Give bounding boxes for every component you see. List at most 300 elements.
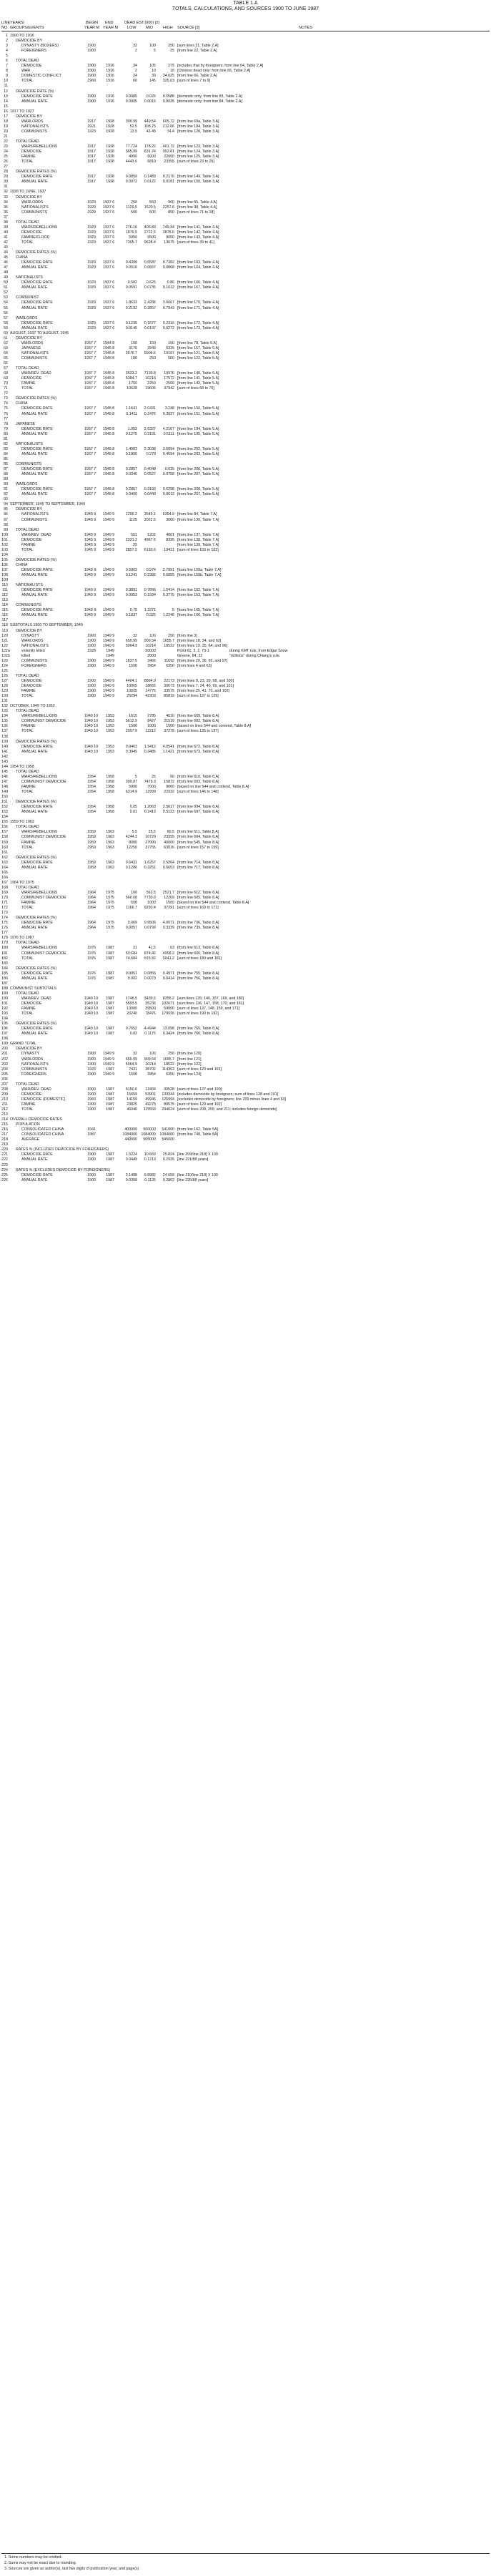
high-value: 102671: [162, 1001, 174, 1006]
mid-value: 0.3251: [144, 865, 156, 870]
table-row: [0, 851, 491, 856]
end-year: 1949 9: [103, 658, 115, 663]
high-value: 10976: [164, 371, 174, 376]
line-number: 50: [4, 280, 8, 285]
line-number: 191: [1, 1001, 8, 1006]
table-row: [0, 835, 491, 840]
end-year: 1953: [106, 744, 114, 749]
begin-year: 1929: [87, 320, 96, 325]
begin-year: 1937 7: [84, 371, 96, 376]
high-value: 952.81: [162, 150, 174, 155]
end-year: 1949 9: [103, 679, 115, 683]
line-number: 154: [1, 815, 8, 820]
line-number: 184: [1, 966, 8, 971]
row-label: TOTAL: [21, 790, 34, 795]
line-number: 114: [1, 603, 8, 608]
low-value: 0.502: [127, 280, 137, 285]
line-number: 81: [4, 436, 8, 441]
source: [from line 121, Table 5.A]: [177, 351, 219, 356]
table-row: [0, 69, 491, 74]
low-value: 0.05: [129, 805, 137, 810]
table-row: [0, 195, 491, 200]
end-year: 1949 9: [103, 638, 115, 643]
end-year: 1937 6: [103, 325, 115, 330]
low-value: 449000: [124, 1137, 137, 1142]
source: [sum of lines 39 to 41]: [177, 240, 214, 245]
table-row: [0, 800, 491, 805]
line-number: 131: [1, 699, 8, 704]
high-value: 850: [168, 210, 174, 215]
source: Point 62, 3, 2, 79-1: [177, 648, 209, 653]
line-number: 101: [1, 537, 8, 542]
source: [sum of lines 71 to 18]: [177, 210, 214, 215]
begin-year: 1900: [87, 694, 96, 699]
high-value: 16: [170, 69, 174, 74]
table-row: [0, 664, 491, 669]
header-begin-year: YEAR M: [84, 26, 100, 30]
line-number: 146: [1, 774, 8, 779]
row-label: DEMOCIDE RATE: [21, 446, 53, 451]
source: [from line 766, Table 8.A]: [177, 1032, 219, 1037]
begin-year: 1949 10: [84, 724, 99, 729]
line-number: 219: [1, 1142, 8, 1147]
notes: "millions" during Chiang's rule.: [229, 653, 281, 658]
low-value: 34: [133, 64, 137, 69]
line-number: 105: [1, 557, 8, 562]
header-end: END: [105, 21, 114, 25]
low-value: 0.0072: [125, 180, 137, 185]
high-value: 5041.2: [162, 956, 174, 961]
end-year: 1953: [106, 749, 114, 754]
high-value: 24.659: [162, 1172, 174, 1177]
source: [includes that by foreigners; from line 64, Table 2.A]: [177, 64, 264, 69]
row-label: JAPANESE: [16, 421, 36, 426]
table-row: [0, 986, 491, 991]
low-value: 1750: [129, 381, 137, 386]
line-number: 138: [1, 734, 8, 739]
begin-year: 1937 7: [84, 426, 96, 431]
high-value: 0.4694: [162, 451, 174, 456]
table-row: [0, 205, 491, 210]
line-number: 181: [1, 951, 8, 956]
line-number: 142: [1, 754, 8, 759]
source: [from line 141, Table 4.A]: [177, 225, 219, 230]
begin-year: 1900: [87, 633, 96, 638]
source: [from line 84, Table 7.A]: [177, 512, 217, 517]
table-row: [0, 750, 491, 755]
high-value: 18522: [164, 1062, 174, 1067]
line-number: 26: [4, 160, 8, 165]
row-label: OVERALL DEMOCIDE RATES: [10, 1117, 62, 1122]
line-number: 98: [4, 522, 8, 527]
line-number: 29: [4, 175, 8, 180]
begin-year: 1949 10: [84, 1007, 99, 1012]
line-number: 58: [4, 320, 8, 325]
table-row: [0, 760, 491, 765]
line-number: 55: [4, 305, 8, 310]
begin-year: 1917: [87, 175, 96, 180]
row-label: DYNASTY: [21, 1052, 40, 1057]
table-row: [0, 94, 491, 99]
table-row: [0, 492, 491, 497]
source: [from line 141, Table 5.A]: [177, 376, 219, 381]
high-value: 0.0414: [162, 976, 174, 981]
begin-year: 1900: [87, 1092, 96, 1097]
end-year: 1958: [106, 805, 114, 810]
line-number: 21: [4, 134, 8, 139]
end-year: 1949 9: [103, 588, 115, 593]
source: [sum of lines 68 to 70]: [177, 386, 214, 391]
begin-year: 1959: [87, 830, 96, 835]
line-number: 223: [1, 1162, 8, 1167]
high-value: 0.3775: [162, 593, 174, 598]
source: [from line 673, Table 8.A]: [177, 749, 219, 754]
source: [from line 755, Table 8.A]: [177, 971, 219, 976]
table-row: [0, 1168, 491, 1173]
end-year: 1945 8: [103, 346, 115, 351]
row-label: ANNUAL RATE: [21, 573, 48, 578]
end-year: 1916: [106, 94, 114, 99]
end-year: 1963: [106, 845, 114, 850]
end-year: 1945 8: [103, 411, 115, 416]
source: [from line 545, Table 8.A]: [177, 840, 219, 845]
mid-value: 1000: [147, 901, 156, 906]
begin-year: 1917: [87, 145, 96, 150]
end-year: 1937 6: [103, 260, 115, 265]
mid-value: 0.0449: [144, 492, 156, 497]
mid-value: 8864.9: [144, 679, 156, 683]
table-row: [0, 1152, 491, 1157]
begin-year: 1945 9: [84, 567, 96, 572]
mid-value: 10: [152, 69, 156, 74]
row-label: ANNUAL RATE: [21, 265, 48, 270]
source: [from line 142, Table 4.A]: [177, 230, 219, 235]
end-year: 1945 8: [103, 426, 115, 431]
table-row: [0, 200, 491, 205]
high-value: 212.66: [162, 124, 174, 129]
line-number: 143: [1, 759, 8, 764]
table-row: [0, 376, 491, 381]
mid-value: 0.974: [146, 567, 156, 572]
begin-year: 1945 9: [84, 537, 96, 542]
table-row: [0, 1087, 491, 1092]
table-row: [0, 563, 491, 568]
source: [based on line 544 and contend, Table 8.A]: [177, 901, 249, 906]
table-row: [0, 674, 491, 679]
high-value: 17572: [164, 376, 174, 381]
high-value: 30673: [164, 684, 174, 689]
line-number: 52: [4, 290, 8, 295]
high-value: 4958.2: [162, 951, 174, 956]
low-value: 0.069: [127, 921, 137, 926]
high-value: 4.0071: [162, 921, 174, 926]
line-number: 71: [4, 386, 8, 391]
low-value: 74.684: [125, 956, 137, 961]
high-value: 0.2315: [162, 320, 174, 325]
table-row: [0, 442, 491, 447]
mid-value: 53901: [145, 1092, 156, 1097]
low-value: 14159: [127, 1097, 137, 1102]
begin-year: 1900: [87, 1097, 96, 1102]
header-source: SOURCE [3]: [177, 26, 200, 30]
table-row: [0, 538, 491, 543]
line-number: 167: [1, 880, 8, 885]
row-label: SUBTOTALS 1900 TO SEPTEMBER, 1949: [10, 623, 83, 628]
mid-value: 250: [149, 356, 156, 361]
begin-year: 1964: [87, 890, 96, 895]
table-row: [0, 805, 491, 810]
low-value: 300.99: [125, 119, 137, 124]
end-year: 1928: [106, 150, 114, 155]
table-row: [0, 452, 491, 457]
row-label: TOTAL: [21, 694, 34, 699]
line-number: 132: [1, 704, 8, 709]
source: [from lines 18, 34, and 62]: [177, 638, 222, 643]
footnote-2: 2. Sums may not be exact due to rounding.: [4, 2561, 76, 2565]
table-row: [0, 170, 491, 175]
source: [from line 123, Table 3.A]: [177, 145, 219, 150]
end-year: 1949 9: [103, 608, 115, 613]
source: [from line 128, Table 3.A]: [177, 129, 219, 134]
table-row: [0, 1047, 491, 1052]
high-value: 541000: [162, 1127, 174, 1132]
high-value: 0.7943: [162, 305, 174, 310]
low-value: 0.3891: [125, 588, 137, 593]
high-value: 605.72: [162, 119, 174, 124]
line-number: 147: [1, 779, 8, 784]
source: [from line 202, Table 5.A]: [177, 446, 219, 451]
line-number: 198: [1, 1037, 8, 1042]
low-value: 1.8633: [125, 300, 137, 305]
row-label: WARLORDS: [21, 341, 44, 346]
high-value: 25: [170, 49, 174, 54]
low-value: 32: [133, 633, 137, 638]
table-row: [0, 926, 491, 931]
line-number: 61: [4, 336, 8, 341]
row-label: DEMOCIDE: [21, 1092, 42, 1097]
table-row: [0, 346, 491, 351]
source: [from line 66, Table 2.A]: [177, 74, 217, 79]
table-row: [0, 260, 491, 265]
source: [sum of lines 180 and 181]: [177, 956, 222, 961]
mid-value: 100: [149, 44, 156, 49]
source: [from line 612, Table 8.A]: [177, 890, 219, 895]
row-label: WAR/REV. DEAD: [21, 532, 51, 537]
low-value: 46040: [127, 1107, 137, 1112]
line-number: 139: [1, 739, 8, 744]
line-number: 27: [4, 165, 8, 170]
mid-value: 0.2857: [144, 305, 156, 310]
table-row: [0, 386, 491, 391]
end-year: 1945 8: [103, 492, 115, 497]
source: [from line 149, Table 3.A]: [177, 175, 219, 180]
table-row: [0, 623, 491, 628]
begin-year: 1917: [87, 150, 96, 155]
row-label: WARS/REBELLIONS: [21, 774, 58, 779]
begin-year: 1959: [87, 845, 96, 850]
low-value: 309.87: [125, 779, 137, 784]
low-value: 500: [131, 210, 137, 215]
low-value: 0.0145: [125, 325, 137, 330]
begin-year: 1937 7: [84, 381, 96, 386]
table-row: [0, 704, 491, 709]
source: [from lines 20, 36, 65, and 97]: [177, 658, 228, 663]
row-label: TOTAL DEAD: [16, 366, 39, 371]
low-value: 1746.5: [125, 996, 137, 1001]
line-number: 136: [1, 724, 8, 729]
table-body: [0, 34, 491, 1183]
table-row: [0, 548, 491, 553]
high-value: 60: [170, 774, 174, 779]
table-row: [0, 457, 491, 462]
line-number: 158: [1, 835, 8, 840]
table-row: [0, 1022, 491, 1027]
high-value: 0.0868: [162, 265, 174, 270]
row-label: DEMOCIDE RATES (%): [16, 916, 56, 921]
line-number: 174: [1, 916, 8, 921]
table-row: [0, 366, 491, 371]
high-value: 250: [168, 44, 174, 49]
mid-value: 100: [149, 633, 156, 638]
table-row: [0, 1072, 491, 1077]
row-label: COMMUNISTS: [21, 517, 48, 522]
begin-year: 1900: [87, 1052, 96, 1057]
low-value: 10825: [127, 689, 137, 694]
mid-value: 2.0431: [144, 406, 156, 411]
row-label: ANNUAL RATE: [21, 749, 48, 754]
table-row: [0, 846, 491, 851]
low-value: 365.99: [125, 150, 137, 155]
line-number: 33: [4, 195, 8, 200]
source: [from lines 8, 23, 39, 68, and 100]: [177, 679, 234, 683]
table-row: [0, 447, 491, 452]
low-value: 0.01: [129, 810, 137, 815]
source: [from line 739, Table 8.A]: [177, 926, 219, 931]
row-label: COMMUNISTS: [21, 658, 48, 663]
table-row: [0, 820, 491, 825]
source: [sum of lines 127 to 129]: [177, 694, 219, 699]
line-number: 84: [4, 451, 8, 456]
table-row: [0, 371, 491, 376]
source: [from line 142, Table 5.A]: [177, 381, 219, 386]
table-row: [0, 830, 491, 835]
source: [from line 609, Table 8.A]: [177, 714, 219, 719]
table-title: TABLE 1.A: [233, 1, 258, 6]
row-label: WARLORDS: [21, 119, 44, 124]
line-number: 166: [1, 875, 8, 880]
row-label: TOTAL DEAD: [16, 825, 39, 830]
begin-year: 1949 10: [84, 1027, 99, 1032]
mid-value: 105: [149, 64, 156, 69]
low-value: 5.5: [132, 830, 137, 835]
table-row: [0, 155, 491, 160]
high-value: 6350: [166, 663, 174, 668]
source: [from line 151, Table 5.A]: [177, 411, 219, 416]
line-number: 153: [1, 810, 8, 815]
mid-value: 0.279: [146, 451, 156, 456]
low-value: 0.1275: [125, 431, 137, 436]
high-value: 59000: [164, 1007, 174, 1012]
table-row: [0, 396, 491, 401]
row-label: TOTAL: [21, 845, 34, 850]
source: [from line 159a, Table 7.A]: [177, 567, 222, 572]
line-number: 118: [1, 623, 8, 628]
line-number: 100: [1, 532, 8, 537]
header-notes: NOTES: [299, 26, 312, 30]
low-value: 0.6431: [125, 860, 137, 865]
high-value: 37278: [164, 729, 174, 734]
line-number: 200: [1, 1047, 8, 1052]
line-number: 32: [4, 190, 8, 195]
row-label: WARLORDS: [16, 315, 38, 320]
begin-year: 1937 7: [84, 451, 96, 456]
mid-value: 19605: [145, 386, 156, 391]
mid-value: 7730.9: [144, 896, 156, 901]
line-number: 199: [1, 1042, 8, 1047]
begin-year: 1937 7: [84, 487, 96, 492]
begin-year: 1929: [87, 285, 96, 290]
low-value: 1.1641: [125, 406, 137, 411]
table-row: [0, 250, 491, 255]
mid-value: 909.54: [144, 638, 156, 643]
mid-value: 18665: [145, 684, 156, 689]
table-row: [0, 1067, 491, 1072]
low-value: 4443.6: [125, 160, 137, 165]
source: [from line 157, Table 5.A]: [177, 346, 219, 351]
row-label: TOTAL: [21, 956, 34, 961]
end-year: 1949 9: [103, 517, 115, 522]
high-value: 0.1012: [162, 285, 174, 290]
table-row: [0, 659, 491, 664]
row-label: DEMOCIDE RATE: [21, 406, 53, 411]
row-label: TOTAL: [21, 386, 34, 391]
end-year: 1963: [106, 865, 114, 870]
end-year: 1975: [106, 896, 114, 901]
end-year: 1916: [106, 79, 114, 84]
footer-rule: [1, 2553, 490, 2554]
high-value: 133344: [162, 1092, 174, 1097]
begin-year: 1954: [87, 805, 96, 810]
line-number: 99: [4, 527, 8, 532]
mid-value: 505000: [143, 1137, 156, 1142]
table-row: [0, 699, 491, 704]
mid-value: 2022.5: [144, 517, 156, 522]
table-row: [0, 321, 491, 326]
table-row: [0, 639, 491, 644]
row-label: FAMINE: [21, 724, 36, 729]
row-label: TOTAL DEAD: [16, 139, 39, 144]
table-row: [0, 593, 491, 598]
line-number: 149: [1, 790, 8, 795]
line-number: 19: [4, 124, 8, 129]
table-row: [0, 432, 491, 437]
end-year: 1949 9: [103, 573, 115, 578]
source: [from line 602, Table 8.A]: [177, 719, 219, 724]
high-value: 13675: [164, 240, 174, 245]
line-number: 122a: [1, 648, 10, 653]
mid-value: 145: [149, 79, 156, 84]
row-label: CHINA: [16, 255, 28, 260]
begin-year: 1937 7: [84, 341, 96, 346]
table-row: [0, 235, 491, 240]
mid-value: 2.6327: [144, 426, 156, 431]
line-number: 190: [1, 996, 8, 1001]
line-number: 38: [4, 220, 8, 225]
source: [from line 122]: [177, 1062, 202, 1067]
end-year: 1987: [106, 1027, 114, 1032]
low-value: 0.0085: [125, 94, 137, 99]
table-row: [0, 745, 491, 750]
